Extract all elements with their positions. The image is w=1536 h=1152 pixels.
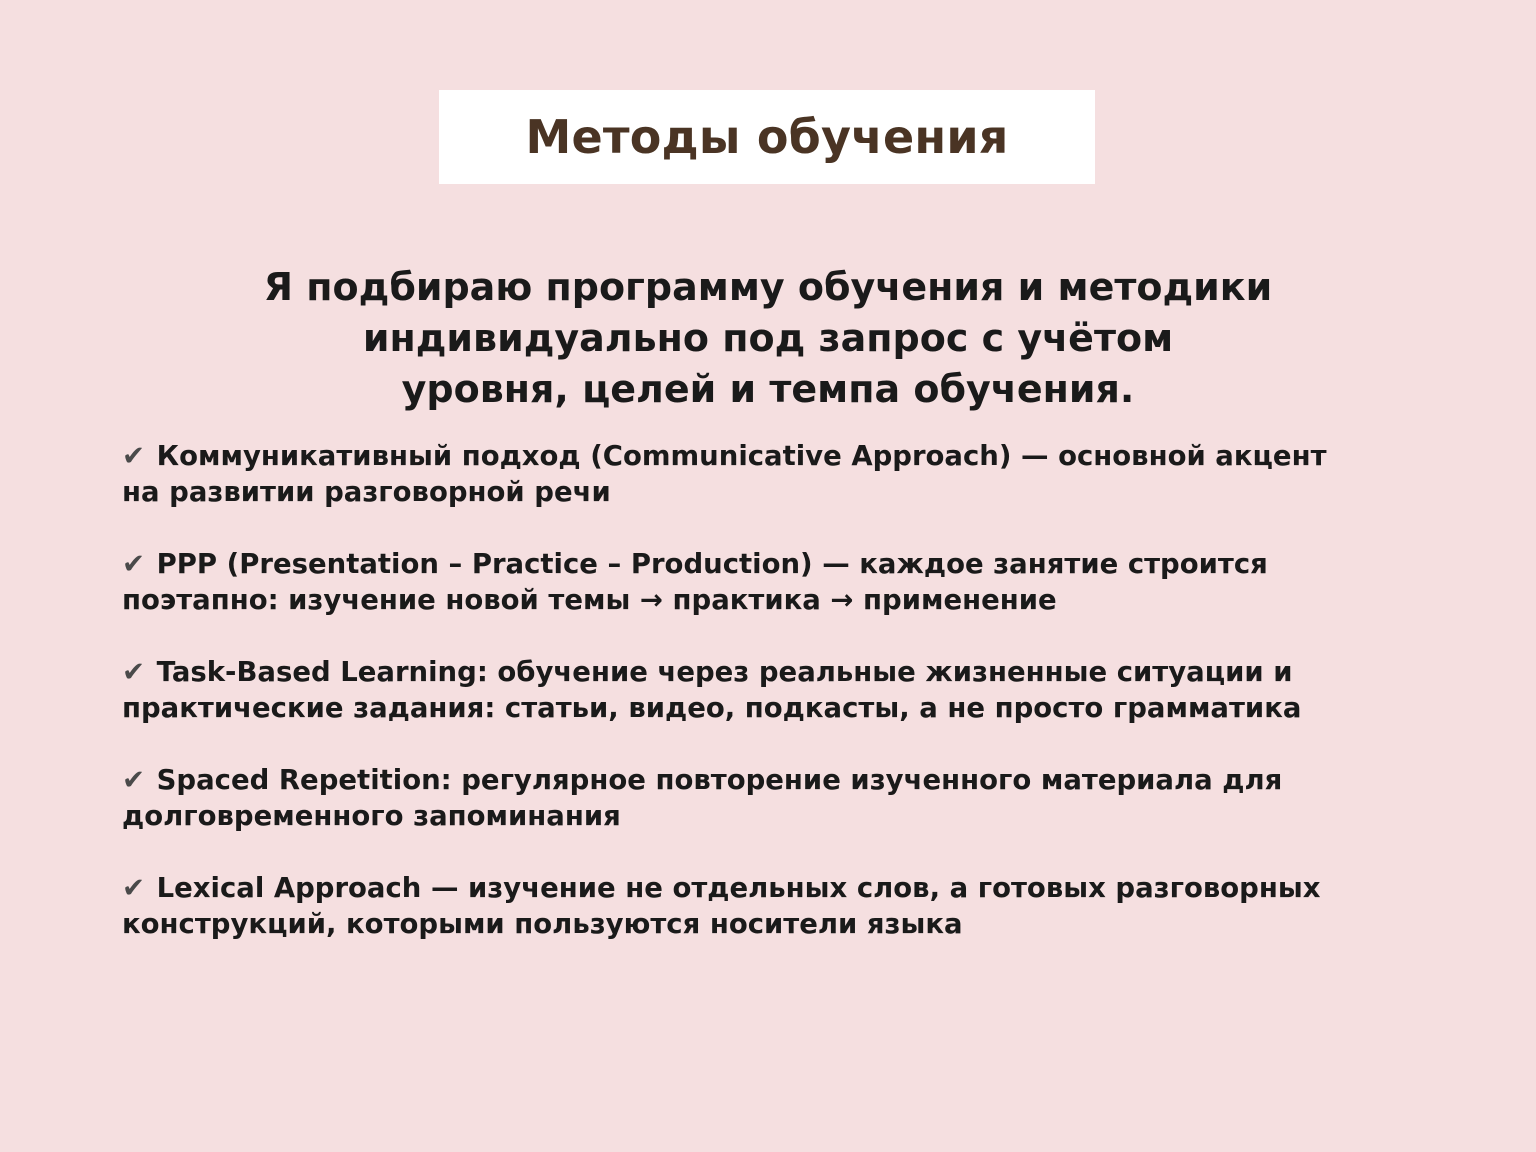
intro-text: [120, 262, 1416, 415]
method-text: конструкций, которыми пользуются носители языка: [122, 908, 963, 940]
method-text: PPP (Presentation – Practice – Production) — каждое занятие строится: [156, 548, 1268, 580]
checkmark-icon: ✔: [122, 440, 146, 472]
checkmark-icon: ✔: [122, 548, 146, 580]
methods-list: [122, 438, 1412, 978]
intro-line: Я подбираю программу обучения и методики: [263, 265, 1273, 309]
method-item-task-based: [122, 654, 1412, 726]
method-item-lexical: [122, 870, 1412, 942]
method-item-ppp: [122, 546, 1412, 618]
checkmark-icon: ✔: [122, 656, 146, 688]
method-text: поэтапно: изучение новой темы → практика → применение: [122, 584, 1057, 616]
method-text: долговременного запоминания: [122, 800, 621, 832]
intro-line: индивидуально под запрос с учётом: [362, 316, 1174, 360]
intro-line: уровня, целей и темпа обучения.: [401, 367, 1135, 411]
method-text: Коммуникативный подход (Communicative Approach) — основной акцент: [156, 440, 1327, 472]
method-text: Task-Based Learning: обучение через реальные жизненные ситуации и: [156, 656, 1293, 688]
method-item-communicative: [122, 438, 1412, 510]
method-text: на развитии разговорной речи: [122, 476, 611, 508]
page-title: Методы обучения: [525, 110, 1009, 164]
method-text: Spaced Repetition: регулярное повторение изученного материала для: [156, 764, 1283, 796]
method-text: Lexical Approach — изучение не отдельных слов, а готовых разговорных: [156, 872, 1321, 904]
checkmark-icon: ✔: [122, 872, 146, 904]
checkmark-icon: ✔: [122, 764, 146, 796]
title-banner: [439, 90, 1095, 184]
method-text: практические задания: статьи, видео, подкасты, а не просто грамматика: [122, 692, 1302, 724]
method-item-spaced-repetition: [122, 762, 1412, 834]
